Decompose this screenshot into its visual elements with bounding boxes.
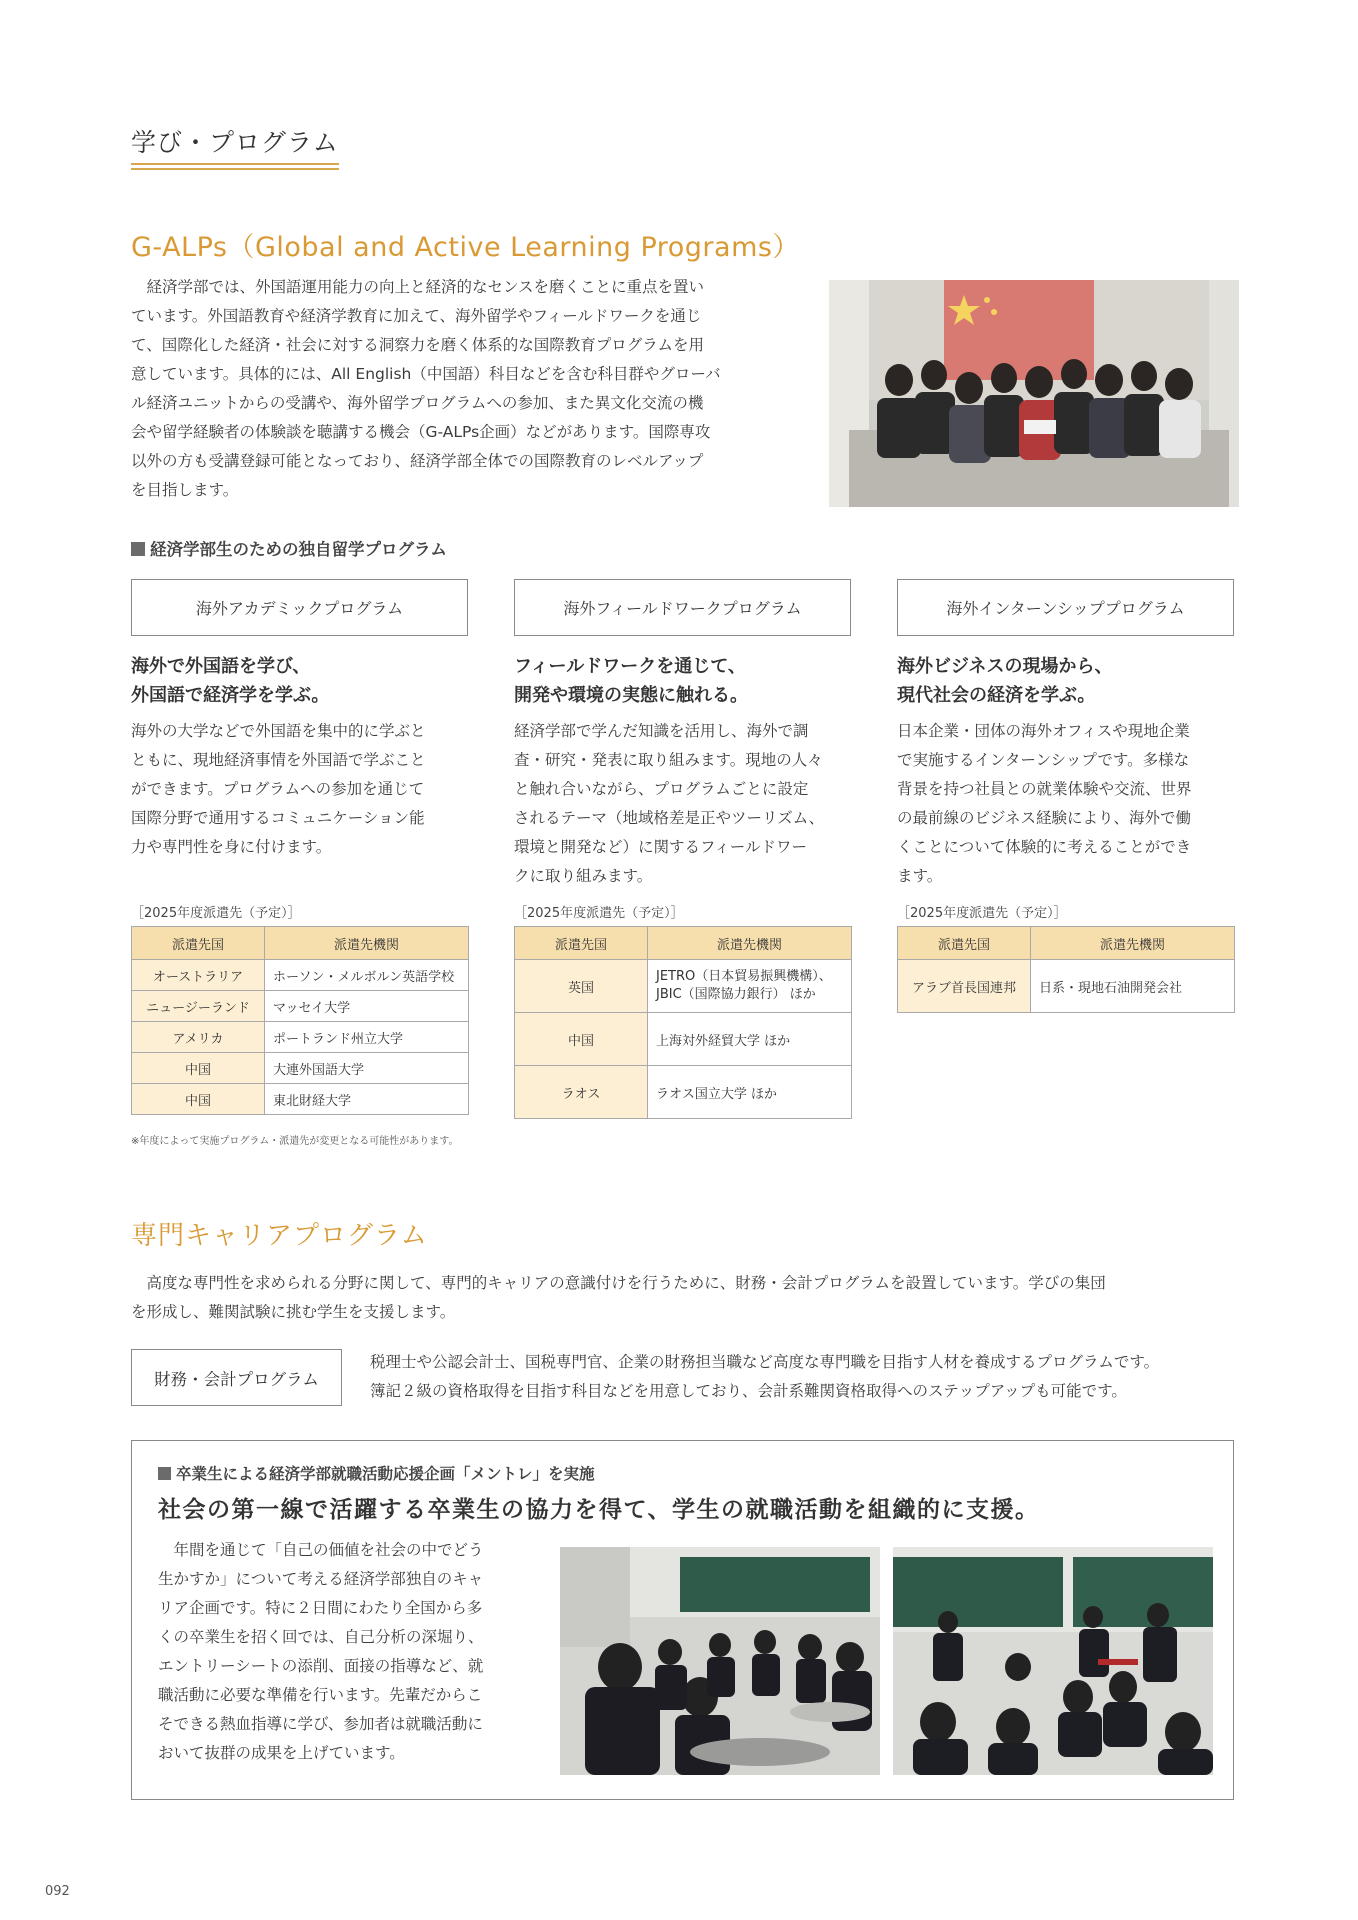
body-line: クに取り組みます。 (514, 867, 653, 885)
institution-cell: ポートランド州立大学 (265, 1022, 469, 1053)
headline-line: フィールドワークを通じて、 (514, 656, 746, 677)
body-line: 経済学部で学んだ知識を活用し、海外で調 (514, 722, 809, 740)
program-box-academic: 海外アカデミックプログラム (131, 579, 468, 636)
career-lead (131, 1269, 1241, 1327)
country-cell: アメリカ (132, 1022, 265, 1053)
body-line: 力や専門性を身に付けます。 (131, 838, 332, 856)
table-row (515, 1066, 852, 1119)
galps-lead-line: ル経済ユニットからの受講や、海外留学プログラムへの参加、また異文化交流の機 (131, 394, 704, 412)
institution-cell: マッセイ大学 (265, 991, 469, 1022)
table-header-country: 派遣先国 (898, 927, 1031, 960)
table-caption-internship: ［2025年度派遣先（予定）］ (897, 906, 1067, 921)
galps-lead (131, 273, 791, 505)
body-line: と触れ合いながら、プログラムごとに設定 (514, 780, 809, 798)
program-body (131, 717, 476, 862)
institution-cell (648, 960, 852, 1013)
program-headline (514, 652, 859, 710)
destination-table-academic (131, 926, 469, 1115)
table-header-row (515, 927, 852, 960)
program-headline (897, 652, 1242, 710)
body-line: の最前線のビジネス経験により、海外で働 (897, 809, 1192, 827)
institution-cell: ホーソン・メルボルン英語学校 (265, 960, 469, 991)
body-line: ができます。プログラムへの参加を通じて (131, 780, 425, 798)
footnote: ※年度によって実施プログラム・派遣先が変更となる可能性があります。 (131, 1136, 459, 1147)
title-rule-bottom (131, 168, 339, 170)
table-header-institution: 派遣先機関 (265, 927, 469, 960)
program-column-academic (131, 652, 476, 862)
body-line: 海外の大学などで外国語を集中的に学ぶと (131, 722, 426, 740)
institution-cell: ラオス国立大学 ほか (648, 1066, 852, 1119)
body-line: 査・研究・発表に取り組みます。現地の人々 (514, 751, 823, 769)
institution-cell: 上海対外経貿大学 ほか (648, 1013, 852, 1066)
page-number: 092 (45, 1884, 70, 1899)
program-body (897, 717, 1242, 891)
mentore-body-line: 年間を通じて「自己の価値を社会の中でどう (173, 1541, 484, 1559)
body-line: 国際分野で通用するコミュニケーション能 (131, 809, 425, 827)
mentore-photo-group-discussion-image (560, 1547, 880, 1775)
table-header-row (898, 927, 1235, 960)
galps-title: G-ALPs（Global and Active Learning Programs） (131, 232, 800, 263)
square-bullet-icon (131, 542, 145, 556)
program-box-internship: 海外インターンシッププログラム (897, 579, 1234, 636)
body-line: 環境と開発など）に関するフィールドワー (514, 838, 807, 856)
institution-line: JETRO（日本貿易振興機構）、 (656, 969, 832, 984)
mentore-photo-lecture (893, 1547, 1213, 1775)
galps-lead-line: を目指します。 (131, 481, 239, 499)
mentore-kicker-text: 卒業生による経済学部就職活動応援企画「メントレ」を実施 (176, 1465, 595, 1483)
program-headline (131, 652, 476, 710)
page-section-title: 学び・プログラム (131, 128, 339, 157)
study-abroad-subheading (131, 536, 447, 560)
headline-line: 海外ビジネスの現場から、 (897, 656, 1113, 677)
program-box-fieldwork: 海外フィールドワークプログラム (514, 579, 851, 636)
country-cell: オーストラリア (132, 960, 265, 991)
mentore-kicker (158, 1462, 595, 1484)
mentore-body (158, 1536, 538, 1768)
body-line: で実施するインターンシップです。多様な (897, 751, 1190, 769)
table-row (515, 960, 852, 1013)
program-body (514, 717, 859, 891)
headline-line: 開発や環境の実態に触れる。 (514, 685, 748, 706)
title-rule-top (131, 163, 339, 165)
program-column-fieldwork (514, 652, 859, 891)
body-line: 背景を持つ社員との就業体験や交流、世界 (897, 780, 1192, 798)
country-cell: ニュージーランド (132, 991, 265, 1022)
table-header-institution: 派遣先機関 (1031, 927, 1235, 960)
mentore-body-line: リア企画です。特に２日間にわたり全国から多 (158, 1599, 483, 1617)
finance-description (370, 1348, 1245, 1406)
program-column-internship (897, 652, 1242, 891)
destination-table-fieldwork (514, 926, 852, 1119)
headline-line: 外国語で経済学を学ぶ。 (131, 685, 330, 706)
square-bullet-icon (158, 1467, 171, 1480)
galps-lead-line: 以外の方も受講登録可能となっており、経済学部全体での国際教育のレベルアップ (131, 452, 704, 470)
mentore-body-line: おいて抜群の成果を上げています。 (158, 1744, 405, 1762)
headline-line: 現代社会の経済を学ぶ。 (897, 685, 1096, 706)
finance-description-line: 簿記２級の資格取得を目指す科目などを用意しており、会計系難関資格取得へのステップアップも可能です。 (370, 1382, 1127, 1400)
table-row (132, 1053, 469, 1084)
table-header-country: 派遣先国 (515, 927, 648, 960)
table-row (132, 991, 469, 1022)
body-line: ともに、現地経済事情を外国語で学ぶこと (131, 751, 426, 769)
table-header-country: 派遣先国 (132, 927, 265, 960)
group-photo-image (829, 280, 1239, 507)
country-cell: 英国 (515, 960, 648, 1013)
table-header-institution: 派遣先機関 (648, 927, 852, 960)
mentore-body-line: くの卒業生を招く回では、自己分析の深堀り、 (158, 1628, 484, 1646)
finance-accounting-label-box: 財務・会計プログラム (131, 1349, 342, 1406)
career-program-title: 専門キャリアプログラム (131, 1221, 428, 1251)
table-row (132, 960, 469, 991)
table-header-row (132, 927, 469, 960)
body-line: 日本企業・団体の海外オフィスや現地企業 (897, 722, 1190, 740)
table-caption-fieldwork: ［2025年度派遣先（予定）］ (514, 906, 684, 921)
study-abroad-subheading-text: 経済学部生のための独自留学プログラム (150, 540, 447, 559)
mentore-body-line: そできる熱血指導に学び、参加者は就職活動に (158, 1715, 483, 1733)
table-caption-academic: ［2025年度派遣先（予定）］ (131, 906, 301, 921)
galps-lead-line: ています。外国語教育や経済学教育に加えて、海外留学やフィールドワークを通じ (131, 307, 702, 325)
country-cell: 中国 (515, 1013, 648, 1066)
career-lead-line: を形成し、難関試験に挑む学生を支援します。 (131, 1303, 456, 1321)
galps-lead-line: 会や留学経験者の体験談を聴講する機会（G-ALPs企画）などがあります。国際専攻 (131, 423, 711, 441)
country-cell: 中国 (132, 1084, 265, 1115)
career-lead-line: 高度な専門性を求められる分野に関して、専門的キャリアの意識付けを行うために、財務・会計プログラムを設置しています。学びの集団 (146, 1274, 1106, 1292)
table-row (132, 1022, 469, 1053)
galps-lead-line: 意しています。具体的には、All English（中国語）科目などを含む科目群やグローバ (131, 365, 721, 383)
galps-lead-line: 経済学部では、外国語運用能力の向上と経済的なセンスを磨くことに重点を置い (146, 278, 705, 296)
country-cell: 中国 (132, 1053, 265, 1084)
finance-description-line: 税理士や公認会計士、国税専門官、企業の財務担当職など高度な専門職を目指す人材を養成するプログラムです。 (370, 1353, 1160, 1371)
country-cell: ラオス (515, 1066, 648, 1119)
destination-table-internship (897, 926, 1235, 1013)
institution-line: JBIC（国際協力銀行） ほか (656, 987, 816, 1002)
institution-cell: 東北財経大学 (265, 1084, 469, 1115)
mentore-photo-group-discussion (560, 1547, 880, 1775)
mentore-body-line: エントリーシートの添削、面接の指導など、就 (158, 1657, 484, 1675)
table-row (132, 1084, 469, 1115)
table-row (515, 1013, 852, 1066)
body-line: されるテーマ（地域格差是正やツーリズム、 (514, 809, 825, 827)
table-row (898, 960, 1235, 1013)
mentore-photo-lecture-image (893, 1547, 1213, 1775)
mentore-headline: 社会の第一線で活躍する卒業生の協力を得て、学生の就職活動を組織的に支援。 (158, 1497, 1040, 1523)
institution-cell: 大連外国語大学 (265, 1053, 469, 1084)
body-line: くことについて体験的に考えることができ (897, 838, 1192, 856)
institution-cell: 日系・現地石油開発会社 (1031, 960, 1235, 1013)
headline-line: 海外で外国語を学び、 (131, 656, 311, 677)
mentore-body-line: 生かすか」について考える経済学部独自のキャ (158, 1570, 484, 1588)
country-cell: アラブ首長国連邦 (898, 960, 1031, 1013)
galps-lead-line: て、国際化した経済・社会に対する洞察力を磨く体系的な国際教育プログラムを用 (131, 336, 705, 354)
group-photo (829, 280, 1239, 507)
mentore-body-line: 職活動に必要な準備を行います。先輩だからこ (158, 1686, 483, 1704)
body-line: ます。 (897, 867, 943, 885)
